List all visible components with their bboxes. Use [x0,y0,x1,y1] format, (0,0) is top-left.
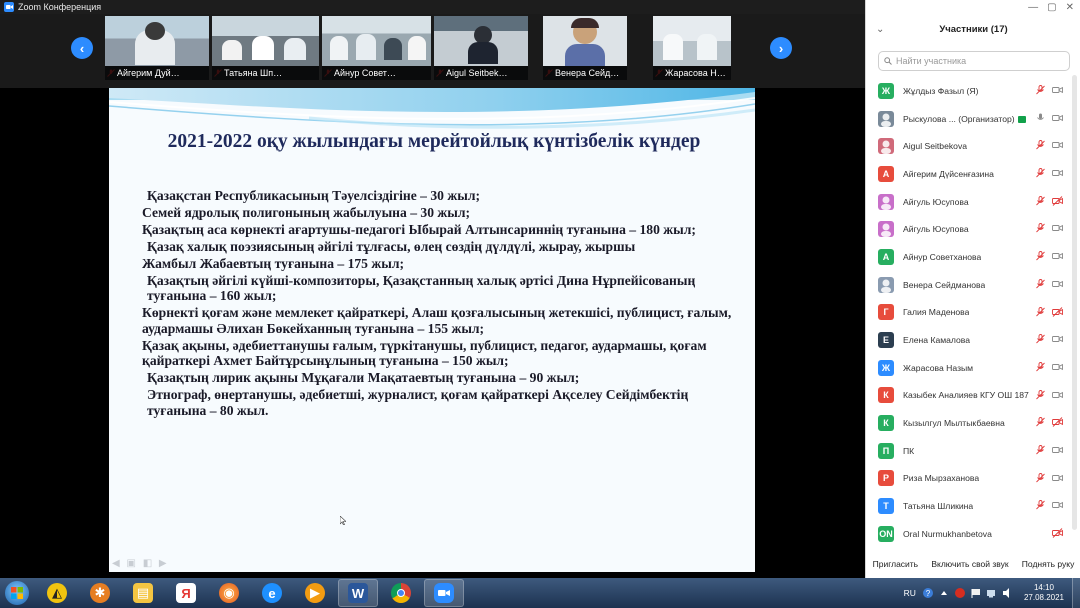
taskbar-app[interactable] [166,579,206,607]
video-off-icon[interactable] [1052,307,1063,317]
participant-avatar [878,277,894,293]
search-icon [884,57,892,65]
participant-status-icons [1035,168,1063,178]
invite-button[interactable]: Пригласить [872,559,919,569]
video-tile-name: Айнур Совет… [322,66,431,80]
participant-name [903,141,967,151]
taskbar-app[interactable] [424,579,464,607]
participant-row[interactable] [866,492,1080,520]
participant-name [903,418,1005,428]
window-title-bar [0,0,865,14]
taskbar-app[interactable] [381,579,421,607]
participant-row[interactable] [866,132,1080,160]
participants-count-label: Участники (17) [939,24,1008,35]
clock-time: 14:10 [1033,583,1054,592]
clock-date: 27.08.2021 [1023,593,1064,602]
participant-name [903,446,914,456]
video-tile[interactable] [212,16,319,80]
participant-row[interactable] [866,243,1080,271]
participant-avatar [878,138,894,154]
participant-name-text: Айгуль Юсупова [903,196,969,207]
participant-avatar: К [878,415,894,431]
participants-footer [866,555,1080,573]
svg-text:?: ? [925,589,931,598]
participant-avatar: Ж [878,360,894,376]
video-camera-icon[interactable] [1052,140,1063,150]
participant-row[interactable] [866,382,1080,410]
taskbar-app[interactable] [209,579,249,607]
participant-status-icons [1035,279,1063,289]
start-button[interactable] [0,578,34,608]
participant-avatar [878,194,894,210]
antivirus-icon[interactable] [954,587,966,599]
participants-panel [865,0,1080,578]
flag-icon[interactable] [970,587,982,599]
language-indicator[interactable]: RU [903,588,916,598]
windows-taskbar [0,578,1080,608]
participant-name [903,529,992,539]
help-icon[interactable] [922,587,934,599]
mouse-cursor-icon [340,516,346,525]
video-camera-icon[interactable] [1052,362,1063,372]
list-item: Қазақтың аса көрнекті ағартушы-педагогі Ыбырай Алтынсариннің туғанына – 180 жыл; [142,222,696,237]
participant-row[interactable] [866,465,1080,493]
participant-status-icons [1035,417,1063,427]
list-item: Қазақ халық поэзиясының әйгілі тұлғасы, өлең сөздің дүлдүлі, жырау, жыршы [147,239,636,254]
muted-mic-icon[interactable] [1035,390,1046,400]
maximize-icon[interactable]: ▢ [1047,1,1057,13]
list-item: Қазақтың әйгілі күйші-композиторы, Қазақстанның халық әртісі Дина Нұрпейісованың туғанына – 160 жыл; [147,273,696,304]
participant-name [903,280,985,290]
video-off-icon[interactable] [1052,417,1063,427]
participant-status-icons [1035,445,1063,455]
video-tile[interactable] [653,16,731,80]
list-item: Жамбыл Жабаевтың туғанына – 175 жыл; [142,256,404,271]
windows-logo-icon [5,581,29,605]
muted-mic-icon[interactable] [1035,445,1046,455]
media-player-icon: ▶ [305,583,325,603]
participant-avatar: А [878,249,894,265]
system-tool-icon: ✱ [90,583,110,603]
clock[interactable] [1024,583,1064,603]
participant-row[interactable] [866,409,1080,437]
participant-name [903,224,969,234]
network-icon[interactable] [986,587,998,599]
taskbar-app[interactable] [80,579,120,607]
participant-avatar: К [878,387,894,403]
participant-name-text: Галия Маденова [903,307,970,318]
participant-name-text: Елена Камалова [903,335,971,346]
participant-status-icons [1035,362,1063,372]
muted-mic-icon[interactable] [1035,417,1046,427]
participants-header [866,20,1080,40]
list-item: Көрнекті қоғам және мемлекет қайраткері, Алаш қозғалысының жетекшісі, публицист, ғалым, аудармашы Әлихан Бөкейханның туғанына – 155 жыл; [142,305,732,336]
participant-name [903,86,978,96]
file-explorer-icon: ▤ [133,583,153,603]
muted-mic-icon[interactable] [1035,223,1046,233]
participant-name-text: Жұлдыз Фазыл (Я) [903,85,979,96]
chrome-icon [391,583,411,603]
participant-name [903,114,1026,124]
participant-status-icons [1035,528,1063,538]
list-item: Этнограф, өнертанушы, әдебиетші, журналист, қоғам қайраткері Ақселеу Сейдімбектің туғанына – 80 жыл. [147,387,689,418]
participant-name [903,307,969,317]
participant-name [903,363,973,373]
participant-name [903,169,994,179]
firefox-icon: ◉ [219,583,239,603]
search-placeholder: Найти участника [896,56,967,66]
participant-row[interactable] [866,271,1080,299]
muted-mic-icon[interactable] [1035,196,1046,206]
participant-name-text: Жарасова Назым [903,362,974,373]
video-camera-icon[interactable] [1052,251,1063,261]
participant-row[interactable] [866,354,1080,382]
muted-mic-icon[interactable] [1035,500,1046,510]
participant-list-scrollbar[interactable] [1072,75,1077,530]
participant-status-icons [1035,307,1063,317]
system-tray [904,578,1080,608]
yandex-browser-icon: Я [176,583,196,603]
participant-avatar: Е [878,332,894,348]
video-tile[interactable] [105,16,209,80]
participant-avatar: Р [878,470,894,486]
muted-mic-icon[interactable] [1035,279,1046,289]
participant-status-icons [1035,390,1063,400]
participant-status-icons [1035,251,1063,261]
list-item: Семей ядролық полигонының жабылуына – 30 жыл; [142,205,471,220]
muted-mic-icon[interactable] [1035,251,1046,261]
participant-name [903,390,1029,400]
video-camera-icon[interactable] [1052,334,1063,344]
muted-mic-icon[interactable] [1035,85,1046,95]
taskbar-app[interactable] [252,579,292,607]
video-tile-name: Жарасова Н… [653,66,731,80]
participant-row[interactable] [866,105,1080,133]
participant-avatar: П [878,443,894,459]
window-controls [865,0,1080,14]
gallery-prev-arrow-icon[interactable]: ‹ [71,37,93,59]
video-tile-name: Айгерим Дуй… [105,66,209,80]
participant-row[interactable] [866,299,1080,327]
participant-row[interactable] [866,326,1080,354]
participant-row[interactable] [866,77,1080,105]
zoom-app-icon [434,583,454,603]
video-camera-icon[interactable] [1052,279,1063,289]
participant-status-icons [1035,85,1063,95]
slide-title: 2021-2022 оқу жылындағы мерейтойлық күнтізбелік күндер [167,131,701,152]
participant-name [903,501,973,511]
video-tile[interactable] [543,16,627,80]
taskbar-app[interactable] [338,579,378,607]
video-camera-icon[interactable] [1052,390,1063,400]
video-camera-icon[interactable] [1052,168,1063,178]
participant-name-text: Казыбек Аналияев КГУ ОШ 187 [903,390,1029,401]
word-icon: W [348,583,368,603]
participant-row[interactable] [866,520,1080,548]
host-badge-icon [1018,116,1026,123]
video-off-icon[interactable] [1052,528,1063,538]
participant-row[interactable] [866,437,1080,465]
participant-status-icons [1035,500,1063,510]
participant-name-text: Татьяна Шликина [903,501,974,512]
video-tile[interactable] [322,16,431,80]
participant-status-icons [1035,334,1063,344]
participant-name-text: Кызылгул Мылтыкбаевна [903,418,1005,429]
participant-name [903,252,981,262]
close-icon[interactable]: ✕ [1065,1,1074,13]
participant-name-text: Aigul Seitbekova [903,141,968,152]
video-tile[interactable] [434,16,528,80]
video-tile-name: Aigul Seitbek… [434,66,528,80]
participant-name-text: Айгерим Дүйсенғазина [903,168,994,179]
list-item: Қазақ ақыны, әдебиеттанушы ғалым, түркітанушы, публицист, педагог, аудармашы, қоғам қайраткері Ахмет Байтұрсынұлының туғанына – 150 жыл; [142,337,707,369]
muted-mic-icon[interactable] [1035,307,1046,317]
participant-status-icons [1035,140,1063,150]
zoom-logo-icon [4,2,14,12]
tray-arrow-icon[interactable] [938,587,950,599]
video-off-icon[interactable] [1052,196,1063,206]
video-camera-icon[interactable] [1052,473,1063,483]
muted-mic-icon[interactable] [1035,334,1046,344]
taskbar-app[interactable] [37,579,77,607]
participant-name [903,335,970,345]
participant-avatar: ON [878,526,894,542]
minimize-icon[interactable]: — [1028,1,1039,13]
participant-avatar: А [878,166,894,182]
video-camera-icon[interactable] [1052,113,1063,123]
video-camera-icon[interactable] [1052,223,1063,233]
video-camera-icon[interactable] [1052,445,1063,455]
muted-mic-icon[interactable] [1035,168,1046,178]
participant-avatar [878,221,894,237]
taskbar-app[interactable] [295,579,335,607]
chevron-down-icon[interactable]: ⌄ [876,24,885,35]
archive-app-icon: ◭ [47,583,67,603]
video-tile-name: Татьяна Шп… [212,66,319,80]
participant-name [903,473,979,483]
participant-name-text: Риза Мырзаханова [903,473,980,484]
participant-status-icons [1035,196,1063,206]
participant-name-text: Айнур Советханова [903,251,982,262]
participant-status-icons [1035,473,1063,483]
video-camera-icon[interactable] [1052,500,1063,510]
unmute-button[interactable]: Включить свой звук [931,559,1009,569]
participant-name [903,197,969,207]
participant-name-text: Oral Nurmukhanbetova [903,528,992,539]
internet-explorer-icon: e [262,583,282,603]
window-title: Zoom Конференция [18,2,102,12]
volume-icon[interactable] [1002,587,1014,599]
raise-hand-button[interactable]: Поднять руку [1021,559,1075,569]
video-gallery-strip [0,14,865,88]
participant-status-icons [1035,223,1063,233]
microphone-icon[interactable] [1035,113,1046,123]
video-camera-icon[interactable] [1052,85,1063,95]
participant-avatar: Г [878,304,894,320]
participant-row[interactable] [866,160,1080,188]
participant-row[interactable] [866,188,1080,216]
participant-status-icons [1035,113,1063,123]
participant-search-input[interactable] [878,51,1070,71]
participant-name-text: Рыскулова ... (Организатор) [903,113,1015,124]
list-item: Қазақтың лирик ақыны Мұқағали Мақатаевтың туғанына – 90 жыл; [147,370,580,386]
muted-mic-icon[interactable] [1035,473,1046,483]
gallery-next-arrow-icon[interactable]: › [770,37,792,59]
participant-list [866,77,1080,548]
participant-name-text: Айгуль Юсупова [903,224,969,235]
show-desktop-button[interactable] [1072,578,1080,608]
participant-avatar: Ж [878,83,894,99]
taskbar-app[interactable] [123,579,163,607]
slide-anniversary-list [142,188,742,420]
participant-name-text: ПК [903,445,915,456]
participant-avatar [878,111,894,127]
participant-avatar: Т [878,498,894,514]
muted-mic-icon[interactable] [1035,362,1046,372]
list-item: Қазақстан Республикасының Тәуелсіздігіне – 30 жыл; [147,188,480,203]
participant-row[interactable] [866,215,1080,243]
participant-name-text: Венера Сейдманова [903,279,986,290]
shared-slide [109,88,755,572]
slide-show-controls[interactable]: ◀ ▣ ◧ ▶ [112,558,169,569]
muted-mic-icon[interactable] [1035,140,1046,150]
video-tile-name: Венера Сейд… [543,66,627,80]
